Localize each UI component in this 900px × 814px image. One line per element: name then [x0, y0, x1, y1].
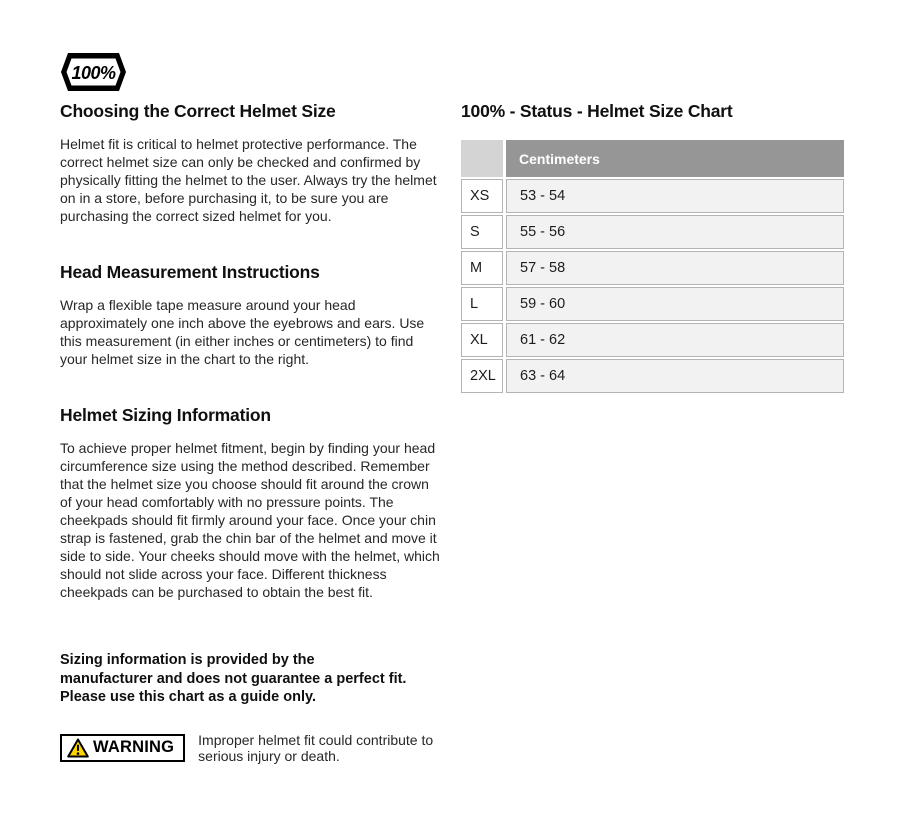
size-label-cell: XL: [461, 323, 503, 357]
cm-value-cell: 57 - 58: [506, 251, 844, 285]
section-heading: Choosing the Correct Helmet Size: [60, 101, 336, 121]
table-corner-cell: [461, 140, 503, 177]
warning-triangle-icon: [67, 738, 89, 758]
table-row: [461, 287, 844, 321]
cm-value-cell: 63 - 64: [506, 359, 844, 393]
section-body: To achieve proper helmet fitment, begin by finding your head circumference size using the method described. Remember that the helmet size you choose should fit around the crown of your head comfortably with no pressure points. The cheekpads should fit firmly around your face. Once your chin strap is fastened, grab the chin bar of the helmet and move it side to side. Your cheeks should move with the helmet, which should not slide across your face. Different thickness cheekpads can be purchased to obtain the best fit.: [60, 440, 440, 600]
centimeters-column-header: Centimeters: [506, 140, 844, 177]
table-row: [461, 323, 844, 357]
sizing-disclaimer: Sizing information is provided by the manufacturer and does not guarantee a perfect fit. Please use this chart as a guide only.: [60, 652, 407, 705]
hexagon-badge-icon: [60, 52, 127, 92]
size-label-cell: XS: [461, 179, 503, 213]
section-choosing-helmet-size: [60, 101, 444, 225]
cm-value-cell: 53 - 54: [506, 179, 844, 213]
table-row: [461, 215, 844, 249]
cm-value-cell: 59 - 60: [506, 287, 844, 321]
cm-value-cell: 55 - 56: [506, 215, 844, 249]
warning-box: [60, 734, 185, 762]
table-header-row: [461, 140, 844, 177]
section-heading: Head Measurement Instructions: [60, 262, 320, 282]
warning-text: Improper helmet fit could contribute to serious injury or death.: [198, 731, 434, 764]
size-label-cell: M: [461, 251, 503, 285]
section-head-measurement: [60, 262, 444, 368]
size-label-cell: S: [461, 215, 503, 249]
size-label-cell: L: [461, 287, 503, 321]
table-row: [461, 251, 844, 285]
warning-banner: [60, 732, 444, 764]
warning-label: WARNING: [93, 738, 175, 756]
helmet-size-table: [458, 138, 847, 395]
size-label-cell: 2XL: [461, 359, 503, 393]
cm-value-cell: 61 - 62: [506, 323, 844, 357]
section-helmet-sizing-info: [60, 405, 444, 601]
section-body: Wrap a flexible tape measure around your head approximately one inch above the eyebrows and ears. Use this measurement (in either inches or centimeters) to find your helmet size in the chart to the right.: [60, 297, 425, 367]
left-column: [60, 101, 444, 764]
section-heading: Helmet Sizing Information: [60, 405, 271, 425]
size-chart-title: 100% - Status - Helmet Size Chart: [461, 101, 733, 121]
table-row: [461, 179, 844, 213]
table-row: [461, 359, 844, 393]
logo-text: 100%: [71, 63, 116, 83]
section-body: Helmet fit is critical to helmet protective performance. The correct helmet size can only be checked and confirmed by physically fitting the helmet to the user. Always try the helmet on in a store, before purchasing it, to be sure you are purchasing the correct sized helmet for you.: [60, 136, 437, 224]
right-column: [461, 101, 850, 395]
brand-logo-100percent: [60, 52, 127, 92]
